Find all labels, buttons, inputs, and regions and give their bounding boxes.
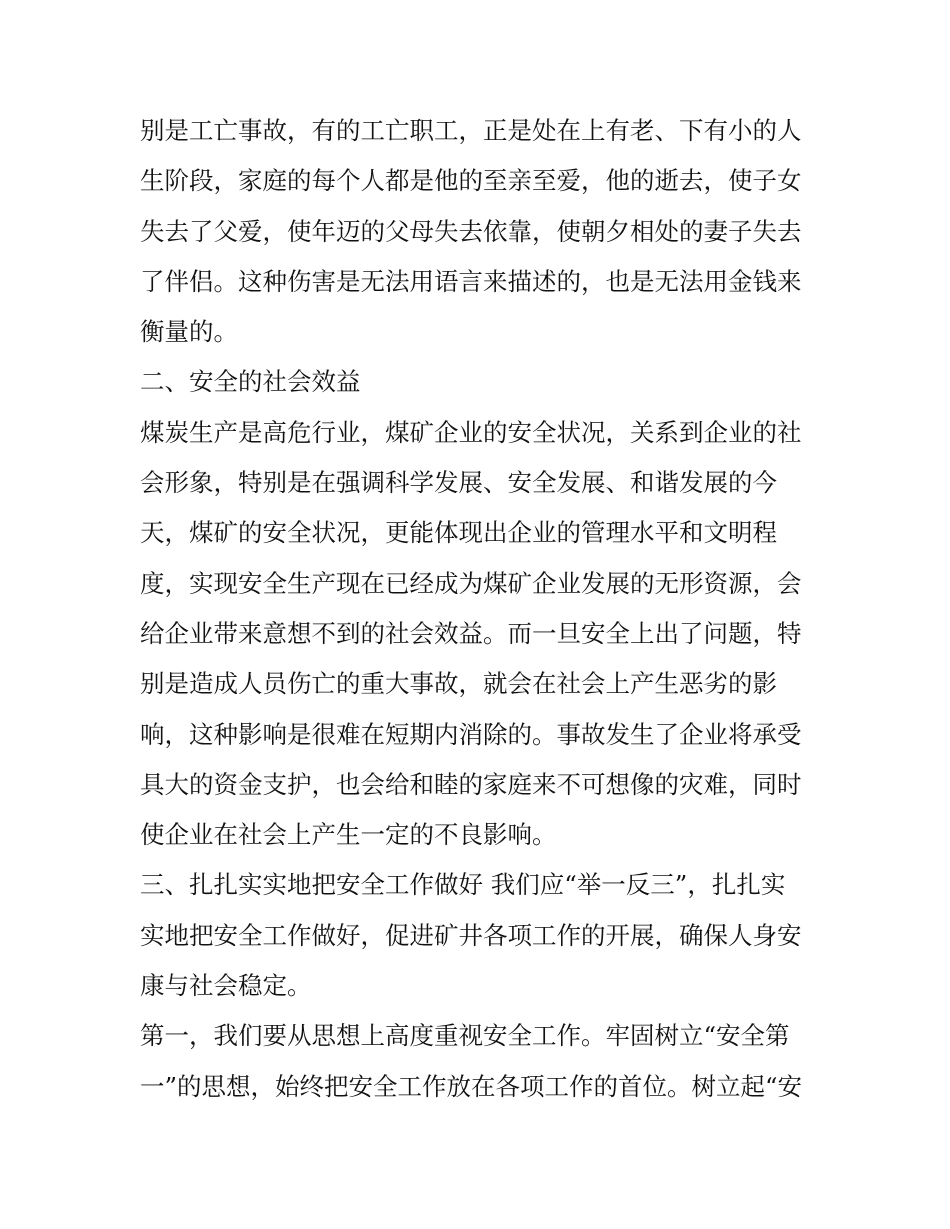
text-line: 了伴侣。这种伤害是无法用语言来描述的，也是无法用金钱来 <box>140 266 802 296</box>
text-line: 会形象，特别是在强调科学发展、安全发展、和谐发展的今 <box>140 468 777 498</box>
text-line: 别是工亡事故，有的工亡职工，正是处在上有老、下有小的人 <box>140 116 802 145</box>
text-line: 失去了父爱，使年迈的父母失去依靠，使朝夕相处的妻子失去 <box>140 216 802 246</box>
document-body <box>140 106 820 1112</box>
text-line: 响，这种影响是很难在短期内消除的。事故发生了企业将承受 <box>140 719 802 749</box>
text-line: 度，实现安全生产现在已经成为煤矿企业发展的无形资源，会 <box>140 568 802 598</box>
text-line: 具大的资金支护，也会给和睦的家庭来不可想像的灾难，同时 <box>140 769 802 799</box>
text-line: 第一，我们要从思想上高度重视安全工作。牢固树立“安全第 <box>140 1021 790 1051</box>
text-line: 康与社会稳定。 <box>140 971 312 1001</box>
section-heading: 二、安全的社会效益 <box>140 367 361 397</box>
text-line: 实地把安全工作做好，促进矿井各项工作的开展，确保人身安 <box>140 920 802 950</box>
text-line: 给企业带来意想不到的社会效益。而一旦安全上出了问题，特 <box>140 618 802 648</box>
text-line: 别是造成人员伤亡的重大事故，就会在社会上产生恶劣的影 <box>140 669 777 699</box>
text-line: 使企业在社会上产生一定的不良影响。 <box>140 820 557 850</box>
text-line: 煤炭生产是高危行业，煤矿企业的安全状况，关系到企业的社 <box>140 417 802 447</box>
text-line: 生阶段，家庭的每个人都是他的至亲至爱，他的逝去，使子女 <box>140 166 802 196</box>
text-line: 天，煤矿的安全状况，更能体现出企业的管理水平和文明程 <box>140 518 777 548</box>
text-line: 衡量的。 <box>140 317 238 347</box>
text-line: 一”的思想，始终把安全工作放在各项工作的首位。树立起“安 <box>140 1071 803 1101</box>
section-heading: 三、扎扎实实地把安全工作做好 我们应“举一反三”，扎扎实 <box>140 870 786 900</box>
